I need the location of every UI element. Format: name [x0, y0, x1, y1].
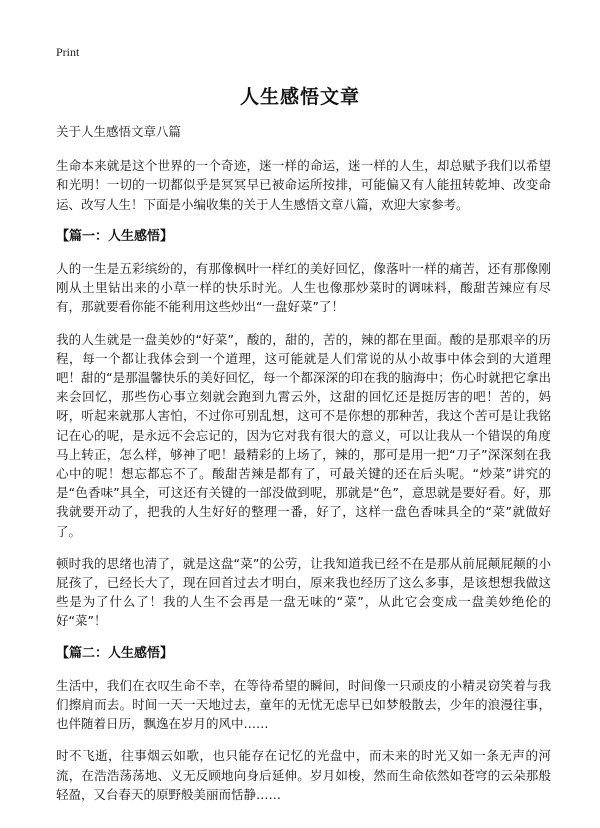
intro-paragraph: 生命本来就是这个世界的一个奇迹，迷一样的命运，迷一样的人生，却总赋予我们以希望和光明！一切的一切都似乎是冥冥早已被命运所按排，可能偏又有人能扭转乾坤、改变命运、改写人生！下面是小编收集的关于人生感悟文章八篇，欢迎大家参考。: [56, 158, 551, 212]
page-title: 人生感悟文章: [239, 86, 360, 108]
section-heading-1: 【篇一：人生感悟】: [56, 228, 174, 244]
section-heading-2: 【篇二：人生感悟】: [56, 645, 174, 661]
section-1-paragraph-2: 我的人生就是一盘美妙的“好菜”，酸的，甜的，苦的，辣的都在里面。酸的是那艰辛的历程，每一个都让我体会到一个道理，这可能就是人们常说的从小故事中体会到的大道理吧！甜的“是那温馨快乐的美好回忆，每一个都深深的印在我的脑海中；伤心时就把它拿出来会回忆，那些伤心事立刻就会跑到九霄云外，这甜的回忆还是挺厉害的吧！苦的，妈呀，听起来就那人害怕，不过你可别乱想，这可不是你想的那种苦，我这个苦可是让我铭记在心的呢，是永远不会忘记的，因为它对我有很大的意义，可以让我从一个错误的角度马上转正，怎么样，够神了吧！最精彩的上场了，辣的，那可是用一把“刀子”深深刻在我心中的呢！想忘都忘不了。酸甜苦辣是都有了，可最关键的还在后头呢。“炒菜”讲究的是“色香味”具全，可这还有关键的一部没做到呢，那就是“色”，意思就是要好看。好，那我就要开动了，把我的人生好好的整理一番，好了，这样一盘色香味具全的“菜”就做好了。: [56, 331, 551, 539]
section-1-paragraph-3: 顿时我的思绪也清了，就是这盘“菜”的公劳，让我知道我已经不在是那从前屁颠屁颠的小屁孩了，已经长大了，现在回首过去才明白，原来我也经历了这么多事，是该想想我做这些是为了什么了！我的人生不会再是一盘无味的“菜”，从此它会变成一盘美妙绝伦的好“菜”！: [56, 555, 551, 629]
article-body: [56, 122, 551, 817]
print-link[interactable]: Print: [56, 45, 80, 59]
article-subtitle: 关于人生感悟文章八篇: [56, 124, 182, 139]
section-2-paragraph-1: 生活中，我们在衣叹生命不幸，在等待希望的瞬间，时间像一只顽皮的小精灵窃笑着与我们擦肩而去。时间一天一天地过去，童年的无忧无虑早已如梦般散去，少年的浪漫往事，也伴随着日历，飘逸在岁月的风中……: [56, 677, 551, 732]
section-2-paragraph-2: 时不飞逝，往事烟云如歌，也只能存在记忆的光盘中，而未来的时光又如一条无声的河流，在浩浩荡荡地、义无反顾地向身后延伸。岁月如梭，然而生命依然如苍穹的云朵那般轻盈，又台春天的原野般美丽而恬静……: [56, 748, 551, 802]
section-1-paragraph-1: 人的一生是五彩缤纷的，有那像枫叶一样红的美好回忆，像落叶一样的痛苦，还有那像刚刚从土里钻出来的小草一样的快乐时光。人生也像那炒菜时的调味料，酸甜苦辣应有尽有，那就要看你能不能利用这些炒出“一盘好菜”了！: [56, 261, 551, 315]
